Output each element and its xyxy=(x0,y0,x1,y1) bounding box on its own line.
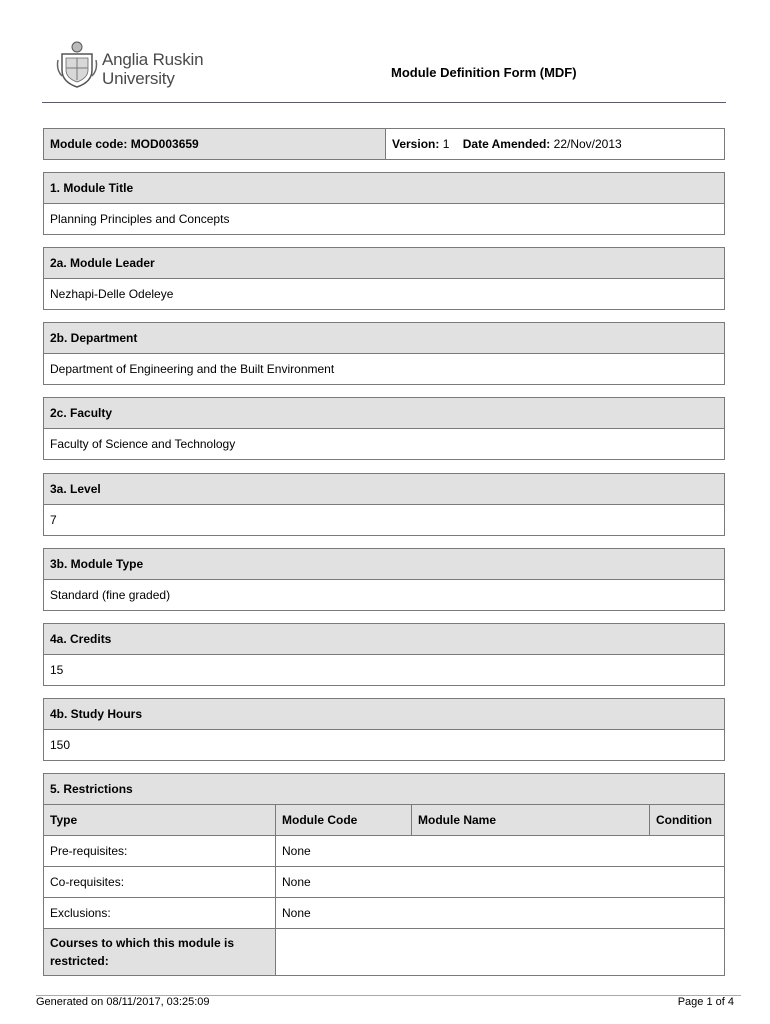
restriction-type: Co-requisites: xyxy=(44,867,276,898)
column-header: Module Code xyxy=(276,805,412,836)
section-heading: 4b. Study Hours xyxy=(44,699,724,730)
section-value: 7 xyxy=(50,513,57,527)
table-row xyxy=(44,898,725,929)
module-summary-box xyxy=(43,128,725,160)
university-logo xyxy=(56,40,226,90)
section-module-type xyxy=(43,548,725,611)
section-value: 15 xyxy=(50,663,64,677)
module-code-value: MOD003659 xyxy=(130,137,199,151)
logo-text-line1: Anglia Ruskin xyxy=(102,50,204,69)
table-row xyxy=(44,929,725,976)
section-faculty xyxy=(43,397,725,460)
section-heading: 2c. Faculty xyxy=(44,398,724,429)
section-study-hours xyxy=(43,698,725,761)
date-amended-value: 22/Nov/2013 xyxy=(553,137,622,151)
restriction-type: Exclusions: xyxy=(44,898,276,929)
section-module-title xyxy=(43,172,725,235)
version-label: Version: xyxy=(392,137,440,151)
column-header: Module Name xyxy=(412,805,650,836)
section-heading: 2a. Module Leader xyxy=(44,248,724,279)
section-value: Planning Principles and Concepts xyxy=(50,212,230,226)
section-credits xyxy=(43,623,725,686)
module-code-cell xyxy=(44,129,386,159)
page-number: Page 1 of 4 xyxy=(677,996,734,1008)
courses-restricted-label: Courses to which this module is restricted: xyxy=(44,929,276,976)
section-value: 150 xyxy=(50,738,71,752)
table-row xyxy=(44,836,725,867)
date-amended-label: Date Amended: xyxy=(462,137,551,151)
crest-icon xyxy=(56,40,98,88)
section-heading: 2b. Department xyxy=(44,323,724,354)
section-value: Standard (fine graded) xyxy=(50,588,171,602)
version-cell xyxy=(386,129,724,159)
section-heading: 4a. Credits xyxy=(44,624,724,655)
column-header: Condition xyxy=(650,805,725,836)
section-value: Faculty of Science and Technology xyxy=(50,437,236,451)
restriction-code: None xyxy=(276,836,725,867)
column-header: Type xyxy=(44,805,276,836)
version-value: 1 xyxy=(442,137,450,151)
module-code-label: Module code: xyxy=(50,137,128,151)
section-heading: 3b. Module Type xyxy=(44,549,724,580)
table-header-row xyxy=(44,805,725,836)
section-value: Nezhapi-Delle Odeleye xyxy=(50,287,174,301)
section-level xyxy=(43,473,725,536)
section-heading: 1. Module Title xyxy=(44,173,724,204)
section-module-leader xyxy=(43,247,725,310)
restriction-code: None xyxy=(276,898,725,929)
courses-restricted-value xyxy=(276,929,725,976)
section-value: Department of Engineering and the Built Environment xyxy=(50,362,335,376)
restriction-code: None xyxy=(276,867,725,898)
restrictions-table xyxy=(43,804,725,976)
form-title: Module Definition Form (MDF) xyxy=(391,65,577,80)
section-heading: 3a. Level xyxy=(44,474,724,505)
header-divider xyxy=(42,102,726,103)
restriction-type: Pre-requisites: xyxy=(44,836,276,867)
section-heading: 5. Restrictions xyxy=(44,774,724,805)
section-restrictions xyxy=(43,773,725,976)
section-department xyxy=(43,322,725,385)
logo-text-line2: University xyxy=(102,69,175,88)
table-row xyxy=(44,867,725,898)
generated-timestamp: Generated on 08/11/2017, 03:25:09 xyxy=(36,996,210,1008)
